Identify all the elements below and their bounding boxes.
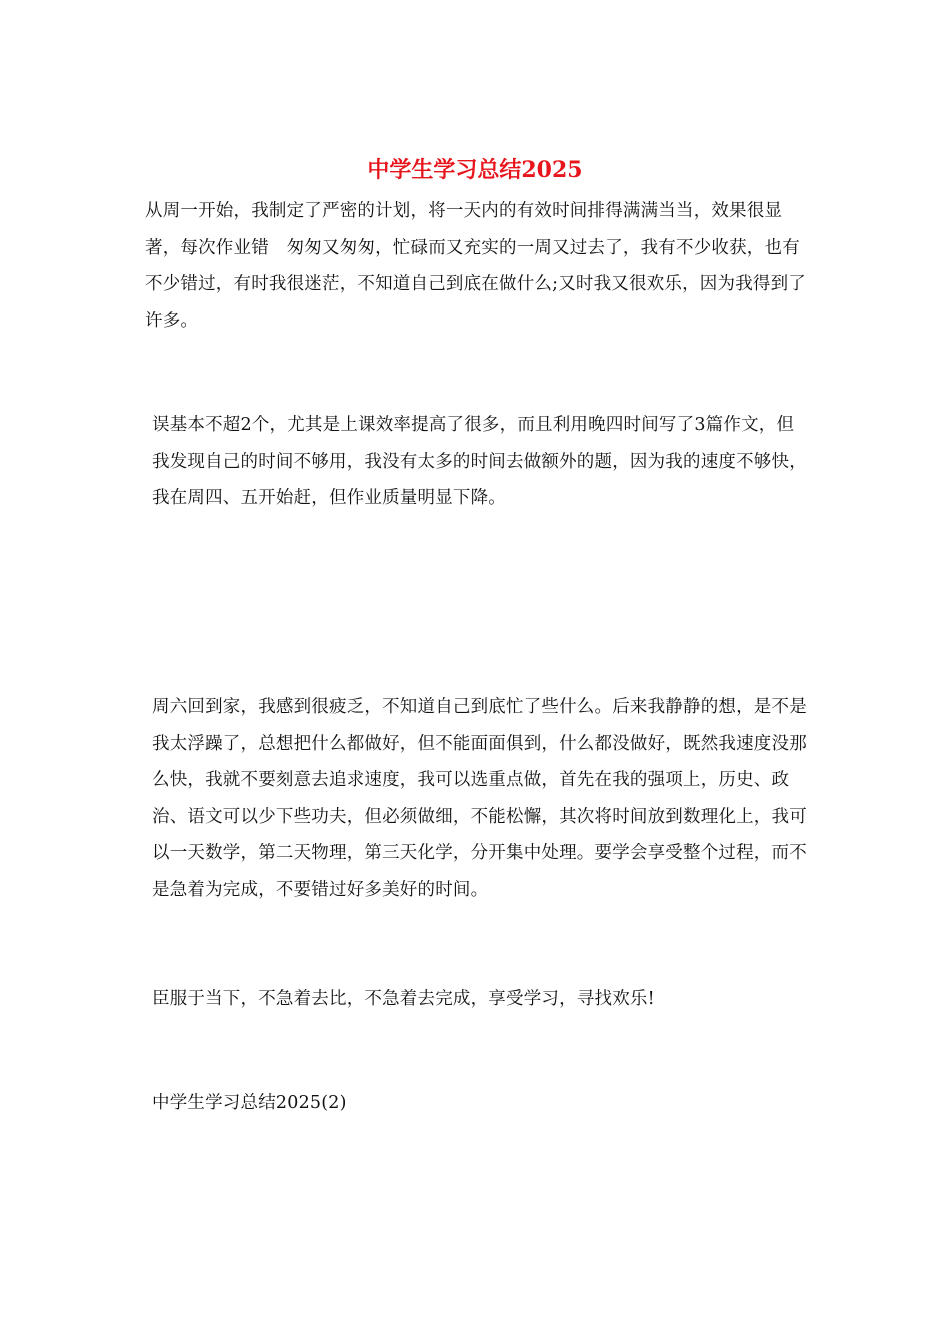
paragraph-4: 臣服于当下，不急着去比，不急着去完成，享受学习，寻找欢乐! (152, 989, 655, 1009)
paragraph-1: 从周一开始，我制定了严密的计划，将一天内的有效时间排得满满当当，效果很显著，每次作业错 匆匆又匆匆，忙碌而又充实的一周又过去了，我有不少收获，也有不少错过，有时我很迷茫，不知道自己到底在做什么;又时我又很欢乐，因为我得到了许多。 (145, 201, 806, 331)
paragraph-3: 周六回到家，我感到很疲乏，不知道自己到底忙了些什么。后来我静静的想，是不是我太浮躁了，总想把什么都做好，但不能面面俱到，什么都没做好，既然我速度没那么快，我就不要刻意去追求速度，我可以选重点做，首先在我的强项上，历史、政治、语文可以少下些功夫，但必须做细，不能松懈，其次将时间放到数理化上，我可以一天数学，第二天物理，第三天化学，分开集中处理。要学会享受整个过程，而不是急着为完成，不要错过好多美好的时间。 (152, 697, 807, 900)
document-title: 中学生学习总结2025 (367, 157, 583, 183)
paragraph-5: 中学生学习总结2025(2) (152, 1093, 347, 1113)
paragraph-2: 误基本不超2个，尤其是上课效率提高了很多，而且利用晚四时间写了3篇作文，但我发现自己的时间不够用，我没有太多的时间去做额外的题，因为我的速度不够快，我在周四、五开始赶，但作业质量明显下降。 (152, 415, 807, 508)
